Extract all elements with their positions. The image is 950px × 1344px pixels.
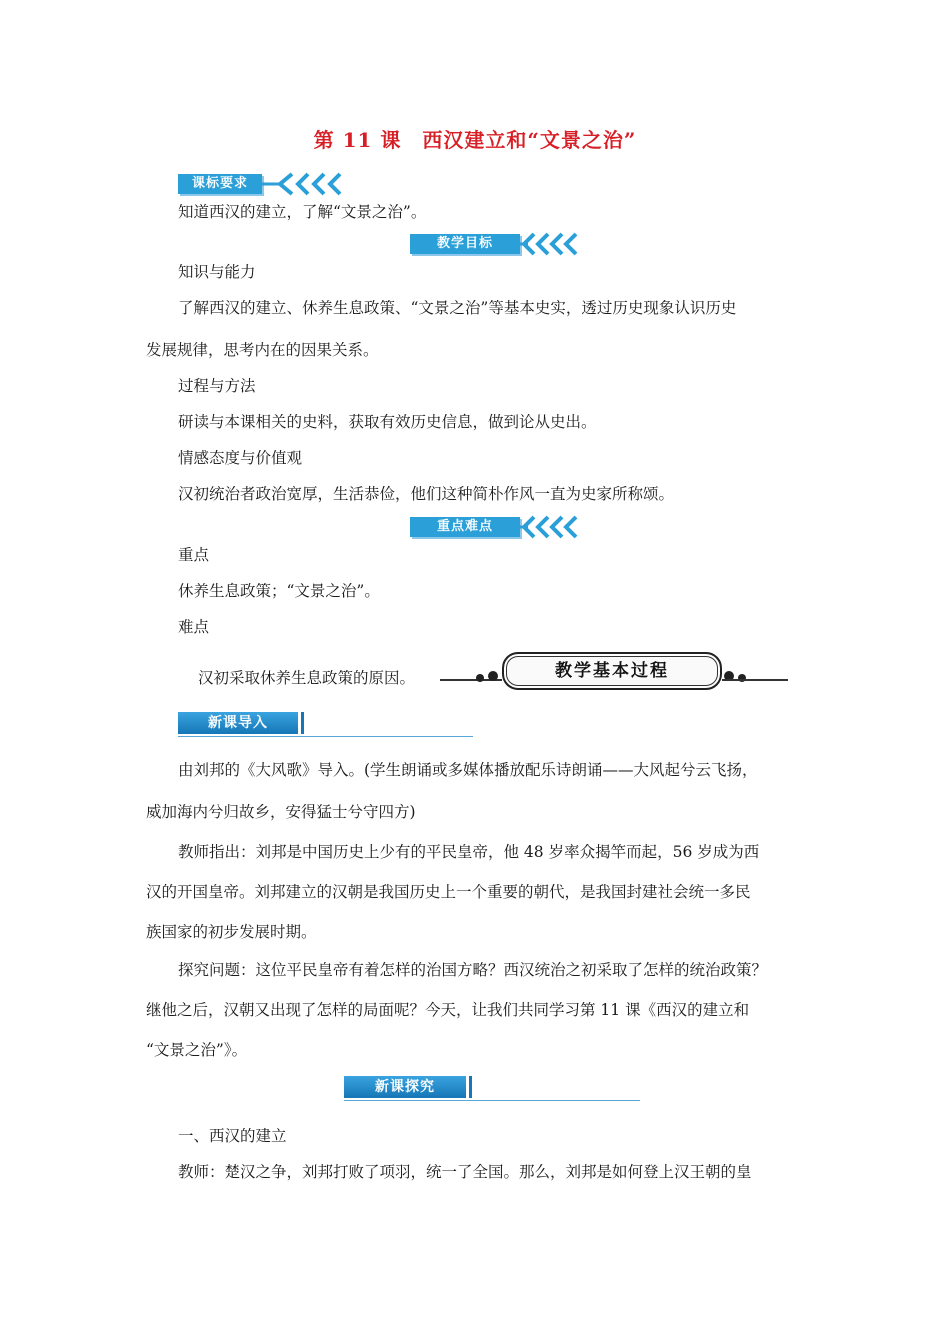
badge-curriculum: 课标要求 bbox=[178, 174, 262, 194]
paragraph-line: 教师指出：刘邦是中国历史上少有的平民皇帝，他 48 岁率众揭竿而起，56 岁成为西 bbox=[178, 843, 760, 861]
paragraph-line: “文景之治”》。 bbox=[146, 1041, 248, 1059]
curriculum-text: 知道西汉的建立，了解“文景之治”。 bbox=[178, 203, 427, 221]
paragraph-line: 族国家的初步发展时期。 bbox=[146, 923, 317, 941]
section-explore: 新课探究 bbox=[344, 1076, 466, 1098]
paragraph-line: 汉的开国皇帝。刘邦建立的汉朝是我国历史上一个重要的朝代，是我国封建社会统一多民 bbox=[146, 883, 751, 901]
chevron-decoration-icon bbox=[520, 232, 578, 256]
badge-goals: 教学目标 bbox=[410, 234, 520, 254]
chevron-decoration-icon bbox=[520, 515, 578, 539]
banner-title: 教学基本过程 bbox=[502, 652, 722, 690]
heading-key: 重点 bbox=[178, 546, 210, 564]
paragraph-line: 汉初统治者政治宽厚，生活恭俭，他们这种简朴作风一直为史家所称颂。 bbox=[178, 485, 675, 503]
paragraph-line: 研读与本课相关的史料，获取有效历史信息，做到论从史出。 bbox=[178, 413, 597, 431]
paragraph-line: 教师：楚汉之争，刘邦打败了项羽，统一了全国。那么，刘邦是如何登上汉王朝的皇 bbox=[178, 1163, 752, 1181]
heading-emotion: 情感态度与价值观 bbox=[178, 449, 303, 467]
section-divider bbox=[469, 1076, 472, 1098]
paragraph-line: 探究问题：这位平民皇帝有着怎样的治国方略？西汉统治之初采取了怎样的统治政策？ bbox=[178, 961, 768, 979]
process-banner bbox=[440, 652, 790, 688]
heading-process: 过程与方法 bbox=[178, 377, 256, 395]
section-intro: 新课导入 bbox=[178, 712, 298, 734]
heading-difficult: 难点 bbox=[178, 618, 210, 636]
lesson-title: 第 11 课 西汉建立和“文景之治” bbox=[313, 128, 637, 152]
paragraph-line: 汉初采取休养生息政策的原因。 bbox=[198, 669, 416, 687]
section-underline bbox=[344, 1100, 640, 1101]
section-underline bbox=[178, 736, 473, 737]
paragraph-line: 休养生息政策；“文景之治”。 bbox=[178, 582, 380, 600]
paragraph-line: 一、西汉的建立 bbox=[178, 1127, 287, 1145]
paragraph-line: 威加海内兮归故乡，安得猛士兮守四方) bbox=[146, 803, 416, 821]
paragraph-line: 发展规律，思考内在的因果关系。 bbox=[146, 341, 379, 359]
badge-key-points: 重点难点 bbox=[410, 517, 520, 537]
chevron-decoration-icon bbox=[262, 172, 346, 196]
paragraph-line: 继他之后，汉朝又出现了怎样的局面呢？今天，让我们共同学习第 11 课《西汉的建立和 bbox=[146, 1001, 750, 1019]
heading-knowledge: 知识与能力 bbox=[178, 263, 256, 281]
paragraph-line: 了解西汉的建立、休养生息政策、“文景之治”等基本史实，透过历史现象认识历史 bbox=[178, 299, 737, 317]
paragraph-line: 由刘邦的《大风歌》导入。(学生朗诵或多媒体播放配乐诗朗诵——大风起兮云飞扬， bbox=[178, 761, 758, 779]
section-divider bbox=[301, 712, 304, 734]
